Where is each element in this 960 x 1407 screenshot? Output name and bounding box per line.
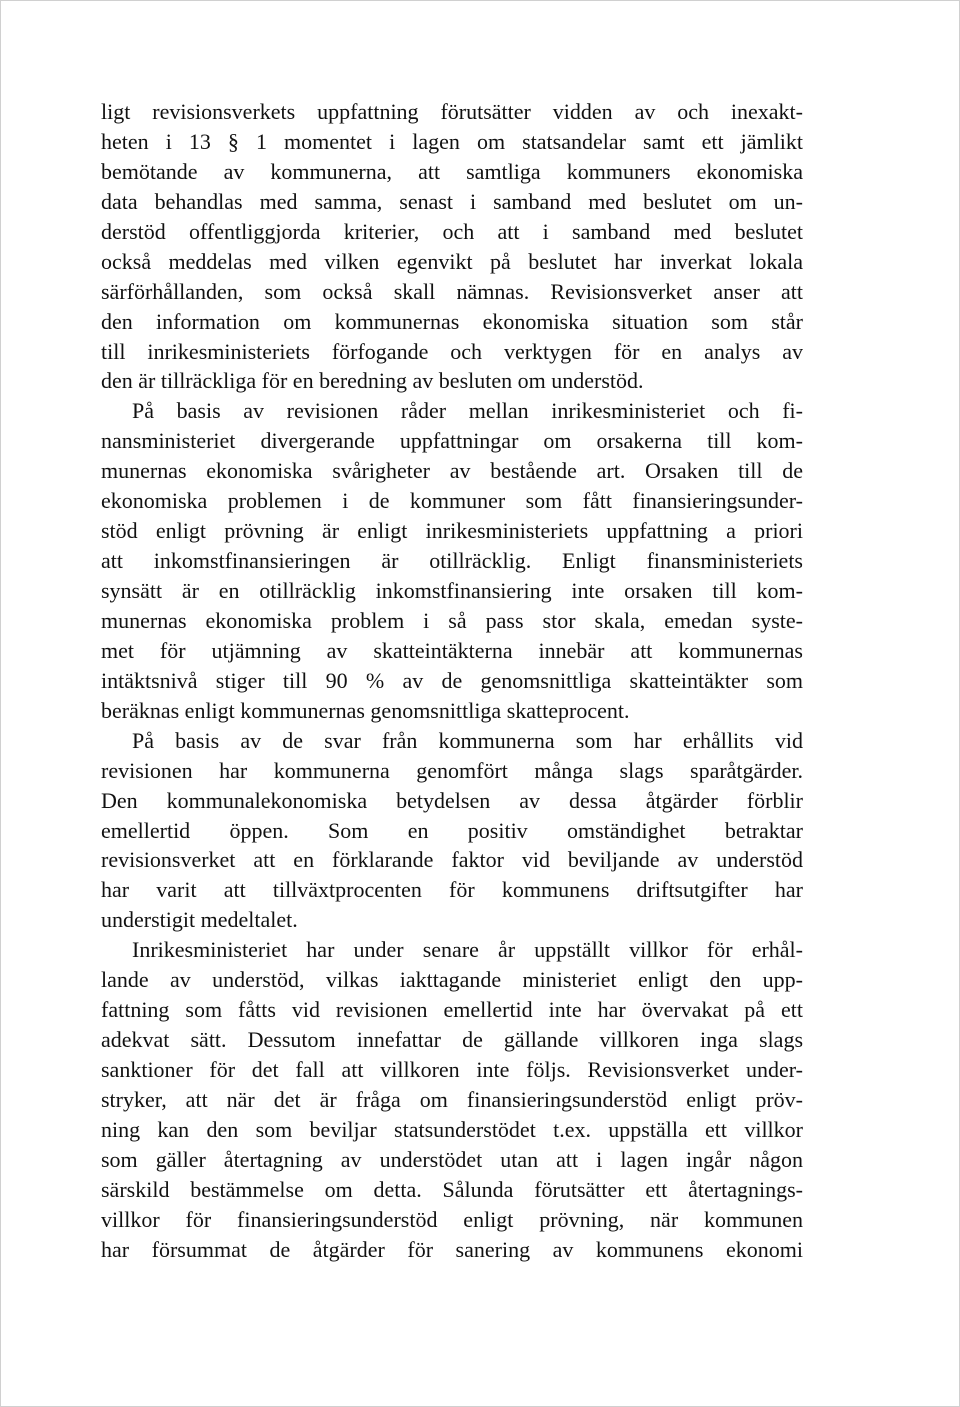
text-line: revisionen har kommunerna genomfört många slags sparåtgärder. [101, 757, 803, 783]
text-line: understigit medeltalet. [101, 907, 298, 933]
text-line: fattning som fåtts vid revisionen emellertid inte har övervakat på ett [101, 997, 803, 1023]
text-line: som gäller återtagning av understödet utan att i lagen ingår någon [101, 1146, 803, 1172]
text-line: att inkomstfinansieringen är otillräcklig. Enligt finansministeriets [101, 548, 803, 574]
text-line: villkor för finansieringsunderstöd enligt prövning, när kommunen [101, 1206, 803, 1232]
text-line: emellertid öppen. Som en positiv omständighet betraktar [101, 817, 803, 843]
text-line: revisionsverket att en förklarande faktor vid beviljande av understöd [101, 847, 803, 873]
text-line: särskild bestämmelse om detta. Sålunda förutsätter ett återtagnings- [101, 1176, 803, 1202]
text-line: bemötande av kommunerna, att samtliga kommuners ekonomiska [101, 158, 803, 184]
text-line: särförhållanden, som också skall nämnas. Revisionsverket anser att [101, 278, 803, 304]
text-line: nansministeriet divergerande uppfattningar om orsakerna till kom- [101, 428, 803, 454]
text-line: munernas ekonomiska problem i så pass stor skala, emedan syste- [101, 607, 803, 633]
text-line: stryker, att när det är fråga om finansieringsunderstöd enligt pröv- [101, 1086, 803, 1112]
text-line: På basis av revisionen råder mellan inrikesministeriet och fi- [132, 398, 803, 424]
text-line: synsätt är en otillräcklig inkomstfinansiering inte orsaken till kom- [101, 578, 803, 603]
text-line: Den kommunalekonomiska betydelsen av dessa åtgärder förblir [101, 787, 803, 813]
text-line: till inrikesministeriets förfogande och verktygen för en analys av [101, 338, 803, 364]
text-line: intäktsnivå stiger till 90 % av de genomsnittliga skatteintäkter som [101, 667, 803, 693]
text-line: har försummat de åtgärder för sanering av kommunens ekonomi [101, 1236, 803, 1262]
text-line: har varit att tillväxtprocenten för kommunens driftsutgifter har [101, 877, 803, 903]
text-line: beräknas enligt kommunernas genomsnittliga skatteprocent. [101, 697, 630, 723]
text-line: lande av understöd, vilkas iakttagande ministeriet enligt den upp- [101, 967, 803, 993]
text-line: data behandlas med samma, senast i samband med beslutet om un- [101, 188, 803, 214]
body-text [101, 97, 803, 1265]
text-line: heten i 13 § 1 momentet i lagen om statsandelar samt ett jämlikt [101, 128, 803, 154]
text-line: derstöd offentliggjorda kriterier, och att i samband med beslutet [101, 218, 803, 244]
text-line: met för utjämning av skatteintäkterna innebär att kommunernas [101, 637, 803, 663]
text-line: ligt revisionsverkets uppfattning förutsätter vidden av och inexakt- [101, 99, 803, 124]
text-line: ning kan den som beviljar statsunderstödet t.ex. uppställa ett villkor [101, 1116, 803, 1142]
text-line: ekonomiska problemen i de kommuner som fått finansieringsunder- [101, 488, 803, 514]
text-line: den är tillräckliga för en beredning av besluten om understöd. [101, 368, 644, 394]
text-line: sanktioner för det fall att villkoren inte följs. Revisionsverket under- [101, 1057, 803, 1082]
text-line: adekvat sätt. Dessutom innefattar de gällande villkoren inga slags [101, 1027, 803, 1053]
text-line: den information om kommunernas ekonomiska situation som står [101, 308, 803, 334]
text-line: På basis av de svar från kommunerna som har erhållits vid [132, 727, 803, 753]
text-line: också meddelas med vilken egenvikt på beslutet har inverkat lokala [101, 248, 803, 274]
text-line: stöd enligt prövning är enligt inrikesministeriets uppfattning a priori [101, 518, 803, 544]
text-line: Inrikesministeriet har under senare år uppställt villkor för erhål- [132, 937, 803, 963]
text-line: munernas ekonomiska svårigheter av bestående art. Orsaken till de [101, 458, 803, 484]
